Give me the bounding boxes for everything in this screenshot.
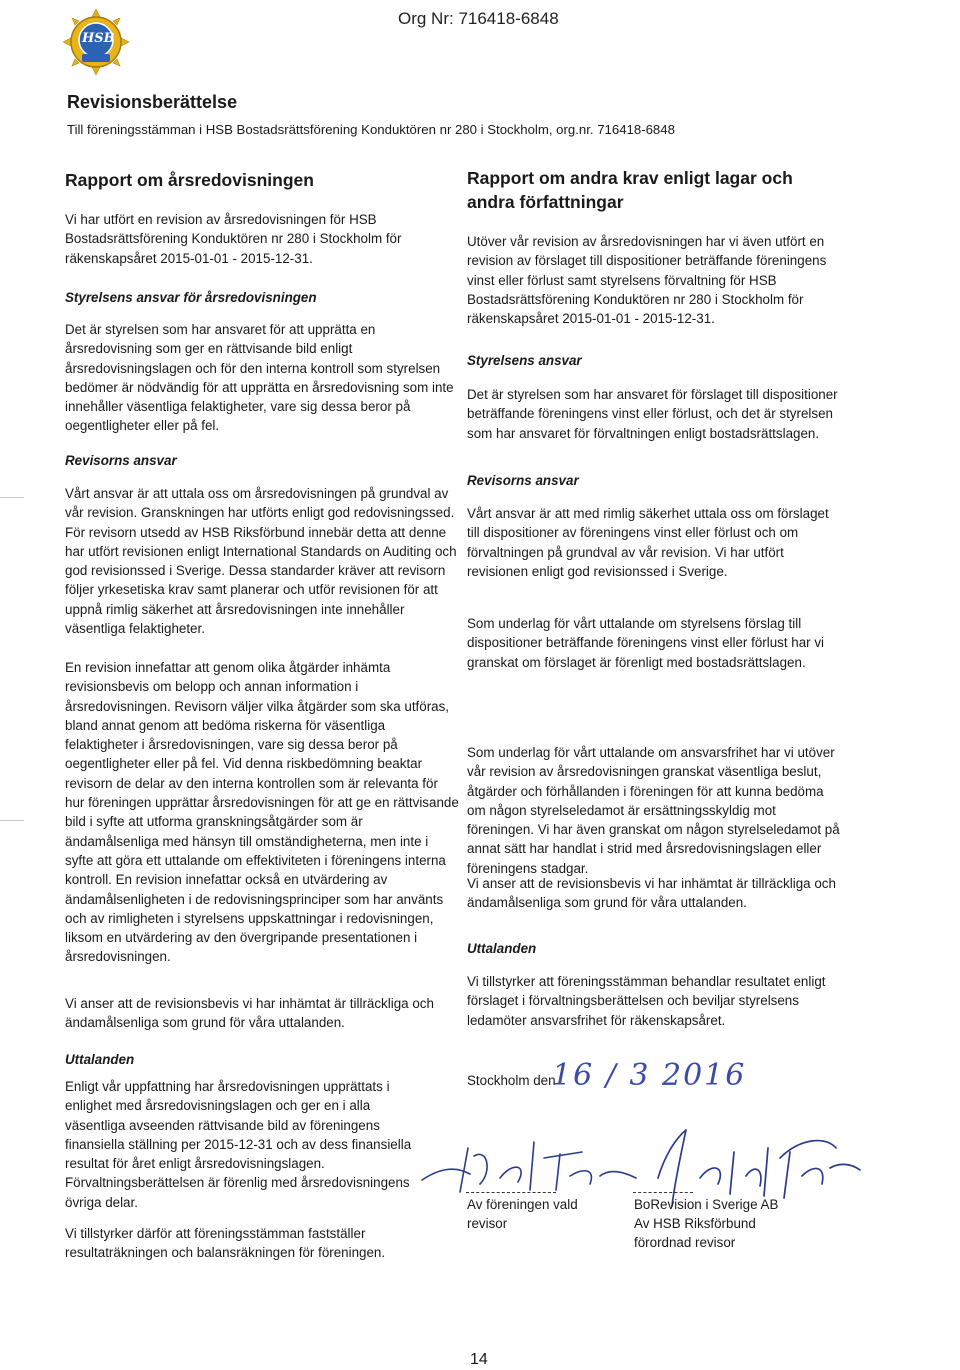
right-auditor-p2 xyxy=(467,614,842,672)
right-board-text: Det är styrelsen som har ansvaret för förslaget till dispositioner beträffande föreningens vinst eller förlust, och det är styrelsen som har ansvaret för förvaltningen enligt bostadsrättslagen. xyxy=(467,387,838,441)
right-statements-p1 xyxy=(467,972,842,1030)
signer-1-role xyxy=(467,1195,578,1233)
left-statements-text-2: Vi tillstyrker därför att föreningsstämman fastställer resultaträkningen och balansräkningen för föreningen. xyxy=(65,1226,386,1261)
handwritten-date: 16 / 3 2016 xyxy=(552,1058,747,1093)
left-auditor-title: Revisorns ansvar xyxy=(65,453,177,468)
signer-1-role-line-1: Av föreningen vald xyxy=(467,1197,578,1212)
margin-mark xyxy=(0,820,24,821)
left-board-block xyxy=(65,288,460,307)
org-number: Org Nr: 716418-6848 xyxy=(398,9,559,28)
left-heading-block xyxy=(65,168,460,192)
right-auditor-p4 xyxy=(467,874,842,913)
left-intro-text: Vi har utfört en revision av årsredovisningen för HSB Bostadsrättsförening Konduktören nr 280 i Stockholm för räkenskapsåret 2015-01-01 - 2015-12-31. xyxy=(65,212,402,266)
signature-1-line xyxy=(466,1192,556,1193)
place-date-label: Stockholm den xyxy=(467,1073,556,1088)
left-board-title: Styrelsens ansvar för årsredovisningen xyxy=(65,290,317,305)
right-board-block xyxy=(467,351,842,370)
signer-1-role-line-2: revisor xyxy=(467,1216,508,1231)
document-title: Revisionsberättelse xyxy=(67,92,238,112)
signature-1-image xyxy=(410,1128,650,1200)
signer-2-role-line-1: BoRevision i Sverige AB xyxy=(634,1197,779,1212)
right-auditor-p3 xyxy=(467,743,842,878)
left-auditor-block xyxy=(65,451,460,470)
right-auditor-title: Revisorns ansvar xyxy=(467,473,579,488)
left-auditor-p1 xyxy=(65,484,460,638)
left-auditor-p2 xyxy=(65,658,460,967)
left-section-heading: Rapport om årsredovisningen xyxy=(65,170,314,190)
left-intro xyxy=(65,210,460,268)
right-auditor-block xyxy=(467,471,842,490)
signer-2-role-line-2: Av HSB Riksförbund xyxy=(634,1216,756,1231)
margin-mark xyxy=(0,497,24,498)
right-auditor-p1 xyxy=(467,504,842,581)
right-statements-block xyxy=(467,939,842,958)
right-intro-text: Utöver vår revision av årsredovisningen har vi även utfört en revision av förslaget till dispositioner beträffande föreningens vinst eller förlust samt styrelsens förvaltning för HSB Bostadsrättsförening Konduktören nr 280 i Stockholm för räkenskapsåret 2015-01-01 - 2015-12-31. xyxy=(467,234,827,327)
left-statements-text-1: Enligt vår uppfattning har årsredovisningen upprättats i enlighet med årsredovisningslagen och ger en i alla väsentliga avseenden rättvisande bild av föreningens finansiella ställning per 2015-12-31 och av dess finansiella resultat för året enligt årsredovisningslagen. Förvaltningsberättelsen är förenlig med årsredovisningens övriga delar. xyxy=(65,1079,412,1210)
signature-1-name xyxy=(450,1150,457,1151)
right-auditor-text-3: Som underlag för vårt uttalande om ansvarsfrihet har vi utöver vår revision av årsredovisningen granskat väsentliga beslut, åtgärder och förhållanden i föreningen för att kunna bedöma om någon styrelseledamot är ersättningsskyldig mot föreningen. Vi har även granskat om någon styrelseledamot på annat sätt har handlat i strid med årsredovisningslagen eller föreningens stadgar. xyxy=(467,745,840,876)
right-auditor-text-2: Som underlag för vårt uttalande om styrelsens förslag till dispositioner beträffande föreningens vinst eller förlust har vi granskat om förslaget är förenligt med bostadsrättslagen. xyxy=(467,616,825,670)
right-board-paragraph xyxy=(467,385,842,443)
page-number: 14 xyxy=(470,1351,488,1368)
right-statements-title: Uttalanden xyxy=(467,941,537,956)
right-heading-block xyxy=(467,166,817,214)
left-statements-title: Uttalanden xyxy=(65,1052,135,1067)
left-statements-p2 xyxy=(65,1224,460,1263)
logo-text: HSB xyxy=(82,31,115,46)
right-auditor-text-1: Vårt ansvar är att med rimlig säkerhet uttala oss om förslaget till dispositioner av föreningens vinst eller förlust och om förvaltningen på grundval av vår revision. Vi har utfört revisionen enligt god revisionssed i Sverige. xyxy=(467,506,829,579)
left-statements-p1 xyxy=(65,1077,425,1212)
right-auditor-text-4: Vi anser att de revisionsbevis vi har inhämtat är tillräckliga och ändamålsenliga som grund för våra uttalanden. xyxy=(467,876,836,911)
signer-2-role-line-3: förordnad revisor xyxy=(634,1235,736,1250)
left-auditor-p3 xyxy=(65,994,460,1033)
right-section-heading: Rapport om andra krav enligt lagar och andra författningar xyxy=(467,168,793,212)
signature-2-name xyxy=(700,1150,706,1151)
right-statements-text-1: Vi tillstyrker att föreningsstämman behandlar resultatet enligt förslaget i förvaltningsberättelsen och beviljar styrelsens ledamöter ansvarsfrihet för räkenskapsåret. xyxy=(467,974,826,1028)
left-auditor-text-3: Vi anser att de revisionsbevis vi har inhämtat är tillräckliga och ändamålsenliga som grund för våra uttalanden. xyxy=(65,996,434,1031)
addressee: Till föreningsstämman i HSB Bostadsrättsförening Konduktören nr 280 i Stockholm, org.nr. 716418-6848 xyxy=(67,122,675,137)
signer-2-role xyxy=(634,1195,778,1252)
left-board-paragraph xyxy=(65,320,460,436)
left-auditor-text-2: En revision innefattar att genom olika åtgärder inhämta revisionsbevis om belopp och annan information i årsredovisningen. Revisorn väljer vilka åtgärder som ska utföras, bland annat genom att bedöma riskerna för väsentliga felaktigheter i årsredovisningen, vare sig dessa beror på oegentligheter eller på fel. Vid denna riskbedömning beaktar revisorn de delar av den interna kontrollen som är relevanta för hur föreningen upprättar årsredovisningen för att ge en rättvisande bild i syfte att utforma granskningsåtgärder som är ändamålsenliga med hänsyn till omständigheterna, men inte i syfte att göra ett uttalande om effektiviteten i föreningens interna kontroll. En revision innefattar också en utvärdering av ändamålsenligheten i de redovisningsprinciper som har använts och av rimligheten i styrelsens uppskattningar i redovisningen, liksom en utvärdering av den övergripande presentationen i årsredovisningen. xyxy=(65,660,459,965)
left-statements-block xyxy=(65,1050,460,1069)
hsb-logo xyxy=(62,8,130,76)
left-auditor-text-1: Vårt ansvar är att uttala oss om årsredovisningen på grundval av vår revision. Granskningen har utförts enligt god redovisningssed. För revisorn utsedd av HSB Riksförbund innebär detta att denne har utfört revisionen enligt International Standards on Auditing och god revisionssed i Sverige. Dessa standarder kräver att revisorn följer yrkesetiska krav samt planerar och utför revisionen för att uppnå rimlig säkerhet att årsredovisningen inte innehåller väsentliga felaktigheter. xyxy=(65,486,457,637)
left-board-text: Det är styrelsen som har ansvaret för att upprätta en årsredovisning som ger en rättvisande bild enligt årsredovisningslagen och för den interna kontroll som styrelsen bedömer är nödvändig för att upprätta en årsredovisning som inte innehåller väsentliga felaktigheter, vare sig dessa beror på oegentligheter eller på fel. xyxy=(65,322,454,434)
right-board-title: Styrelsens ansvar xyxy=(467,353,582,368)
signature-2-line xyxy=(633,1192,693,1193)
right-intro xyxy=(467,232,842,328)
